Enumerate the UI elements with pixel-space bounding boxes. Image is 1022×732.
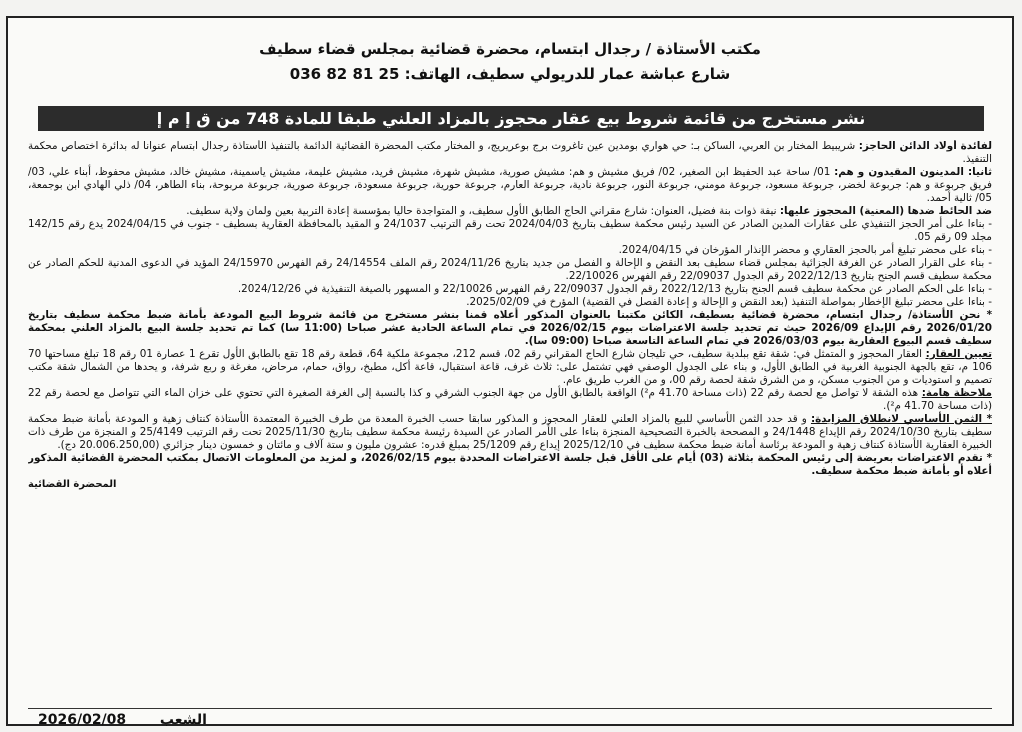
footer-date: 2026/02/08	[38, 712, 127, 728]
notice-body	[28, 140, 992, 688]
debtors-paragraph	[28, 166, 992, 205]
continuation-paragraph: - بناءا على محضر تبليغ الإخطار بمواصلة التنفيذ (بعد النقض و الإحالة و إعادة الفصل في القضية) المؤرخ في 2025/02/09.	[466, 296, 992, 308]
footer-line	[38, 712, 207, 728]
judgment-paragraph: - بناءا على الحكم الصادر عن محكمة سطيف قسم الجنح بتاريخ 2022/12/13 رقم الجدول 22/09037 رقم الفهرس 22/10026 و المسهور بالصيغة التنفيذية في 2024/12/26.	[237, 283, 992, 295]
creditor-text: شريبيط المختار بن العربي، الساكن بـ: حي هواري بومدين عين تاغروت برج بوعريريج، و المختار مكتب المحضرة القضائية الدائمة بالتنفيذ الأستاذة رجدال ابتسام عنوانا له بدائرة اختصاص محكمة التنفيذ.	[28, 140, 992, 165]
notice-page	[8, 18, 1012, 728]
seized-party-label: ضد الحائط ضدها (المعنية) المحجوز عليها:	[779, 205, 992, 217]
property-label: تعيين العقار:	[925, 348, 992, 360]
notice-frame	[6, 16, 1014, 726]
creditor-paragraph	[28, 140, 992, 166]
notification-paragraph: - بناء على محضر تبليغ أمر بالحجز العقاري و محضر الإنذار المؤرخان في 2024/04/15.	[618, 244, 992, 256]
footer-divider	[28, 708, 992, 709]
debtors-text: 01/ ساحة عبد الحفيظ ابن الصغير، 02/ فريق مشيش و هم: مشيش صورية، مشيش شهرة، مشيش فريد، مشيش عليمة، مشيش ياسمينة، مشيش خالد، مشيش محفوظ، أبناء علي، 03/ فريق جربوعة و هم: جربوعة لخضر، جربوعة مسعود، جربوعة مومني، جربوعة النور، جربوعة نادية، جربوعة العارم، جربوعة حورية، جربوعة مسعودة، جربوعة صورية، جربوعة مربوحة، بناء الطاهر، 04/ ذلي الهادي ابن بوجمعة، 05/ ثالية أحمد.	[28, 166, 992, 204]
note-paragraph	[28, 387, 992, 413]
property-paragraph	[28, 348, 992, 387]
seizure-order-paragraph: - بناءا على أمر الحجز التنفيذي على عقارات المدين الصادر عن السيد رئيس محكمة سطيف بتاريخ 2024/04/03 تحت رقم الترتيب 24/1037 و المقيد بالمحافظة العقارية بسطيف - جنوب في 2024/04/15 يدع رقم 142/15 مجلد 09 رقم 05.	[28, 218, 992, 243]
publication-paragraph: * نحن الأستاذة/ رجدال ابتسام، محضرة قضائية بسطيف، الكائن مكتبنا بالعنوان المذكور أعلاه قمنا بنشر مستخرج من قائمة شروط البيع المودعة بأمانة ضبط محكمة سطيف بتاريخ 2026/01/20 رقم الإيداع 2026/09 حيث تم تحديد جلسة الاعتراضات بيوم 2026/02/15 في تمام الساعة الحادية عشر صباحا (11:00 سا) كما تم تحديد جلسة البيع بالمزاد العلني بمحكمة سطيف قسم البيوع العقارية بيوم 2026/03/03 في تمام الساعة التاسعة صباحا (09:00 سا).	[28, 309, 992, 347]
note-text: هذه الشقة لا تواصل مع لحصة رقم 22 (ذات مساحة 41.70 م²) الواقعة بالطابق الأول من جهة الجنوب الشرقي و كذا بالنسبة إلى الغرفة الصغيرة التي تحتوي على خزان الماء التي تتواصل مع لحصة رقم 22 (ذات مساحة 41.70 م²).	[28, 387, 992, 412]
objections-paragraph: * تقدم الاعتراضات بعريضة إلى رئيس المحكمة بثلاثة (03) أيام على الأقل قبل جلسة الاعتراضات المحددة بيوم 2026/02/15، و لمزيد من المعلومات الاتصال بمكتب المحضرة القضائية المذكور أعلاه أو بأمانة ضبط محكمة سطيف.	[28, 452, 992, 477]
appeal-decision-paragraph: - بناء على القرار الصادر عن الغرفة الجزائية بمجلس قضاء سطيف بعد النقض و الإحالة و الفصل من جديد بتاريخ 2024/11/26 رقم الملف 24/14554 رقم الفهرس 24/15970 المؤيد في الدعوى المدنية للحكم الصادر عن محكمة سطيف قسم الجنح بتاريخ 2022/12/13 رقم الجدول 22/09037 رقم الفهرس 22/10026.	[28, 257, 992, 282]
creditor-label: لفائدة أولاد الدائن الحاجز:	[858, 140, 992, 152]
office-title: مكتب الأستاذة / رجدال ابتسام، محضرة قضائية بمجلس قضاء سطيف	[259, 40, 761, 58]
price-paragraph	[28, 413, 992, 452]
property-text: العقار المحجوز و المتمثل في: شقة تقع ببلدية سطيف، حي تليجان شارع الحاج المقراني رقم 02، قسم 212، مجموعة ملكية 64، قطعة رقم 18 تقع بالطابق الأول تقرع 1 عصارة 01 رقم 18 تبلغ مساحتها 70 106 م، تقع بالجهة الجنوبية الغربية في الطابق الأول، و بناء على الجدول الوصفي فهي تشتمل على: ثلاث غرف، قاعة استقبال، قاعة أكل، مطبخ، رواق، حمام، مرحاض، مغرغة و ربع شرفة، و يحدها من الشمال شقة مكتب تصميم و استوديات و من الجنوب مسكن، و من الشرق شقة لحصة رقم 00، و من الغرب طريق عام.	[28, 348, 992, 386]
signature-line: المحضرة القضائية	[28, 479, 117, 490]
price-label: * الثمن الأساسي لانطلاق المزايدة:	[810, 413, 992, 425]
note-label: ملاحظة هامة:	[921, 387, 992, 399]
office-address: شارع عباشة عمار للدريولي سطيف، الهاتف: 25 81 82 036	[289, 65, 731, 83]
footer-publication: الشعب	[159, 712, 207, 728]
price-text: و قد حدد الثمن الأساسي للبيع بالمزاد العلني للعقار المحجوز و المذكور سابقا حسب الخبرة المعدة من طرف الخبيرة المعتمدة الأستاذة كنتاف زهية و المودعة بأمانة ضبط محكمة سطيف بتاريخ 2024/10/30 رقم الإيداع 24/1448 و المصححة بالخبرة التصحيحية المنجزة بناءا على الأمر الصادر عن السيدة رئيسة محكمة سطيف بتاريخ 2025/11/30 تحت رقم الترتيب 25/4149 و المنجزة من طرف ذات الخبيرة العقارية الأستاذة كنتاف زهية و المودعة برئاسة أمانة ضبط محكمة سطيف في 2025/12/10 إيداع رقم 25/1209 بمبلغ قدره: عشرون مليون و ستة آلاف و مائتان و خمسون دينار جزائري (20.006.250,00 دج).	[28, 413, 992, 451]
seized-party-paragraph	[28, 205, 992, 218]
debtors-label: ثانيا: المدينون المقيدون و هم:	[834, 166, 992, 178]
seized-party-text: نيفة ذوات بنة فضيل، العنوان: شارع مقراني الحاج الطابق الأول سطيف، و المتواجدة حاليا بمؤسسة إعادة التربية بعين ولمان ولاية سطيف.	[186, 205, 777, 217]
notice-banner: نشر مستخرج من قائمة شروط بيع عقار محجوز بالمزاد العلني طبقا للمادة 748 من ق إ م إ	[38, 106, 984, 131]
